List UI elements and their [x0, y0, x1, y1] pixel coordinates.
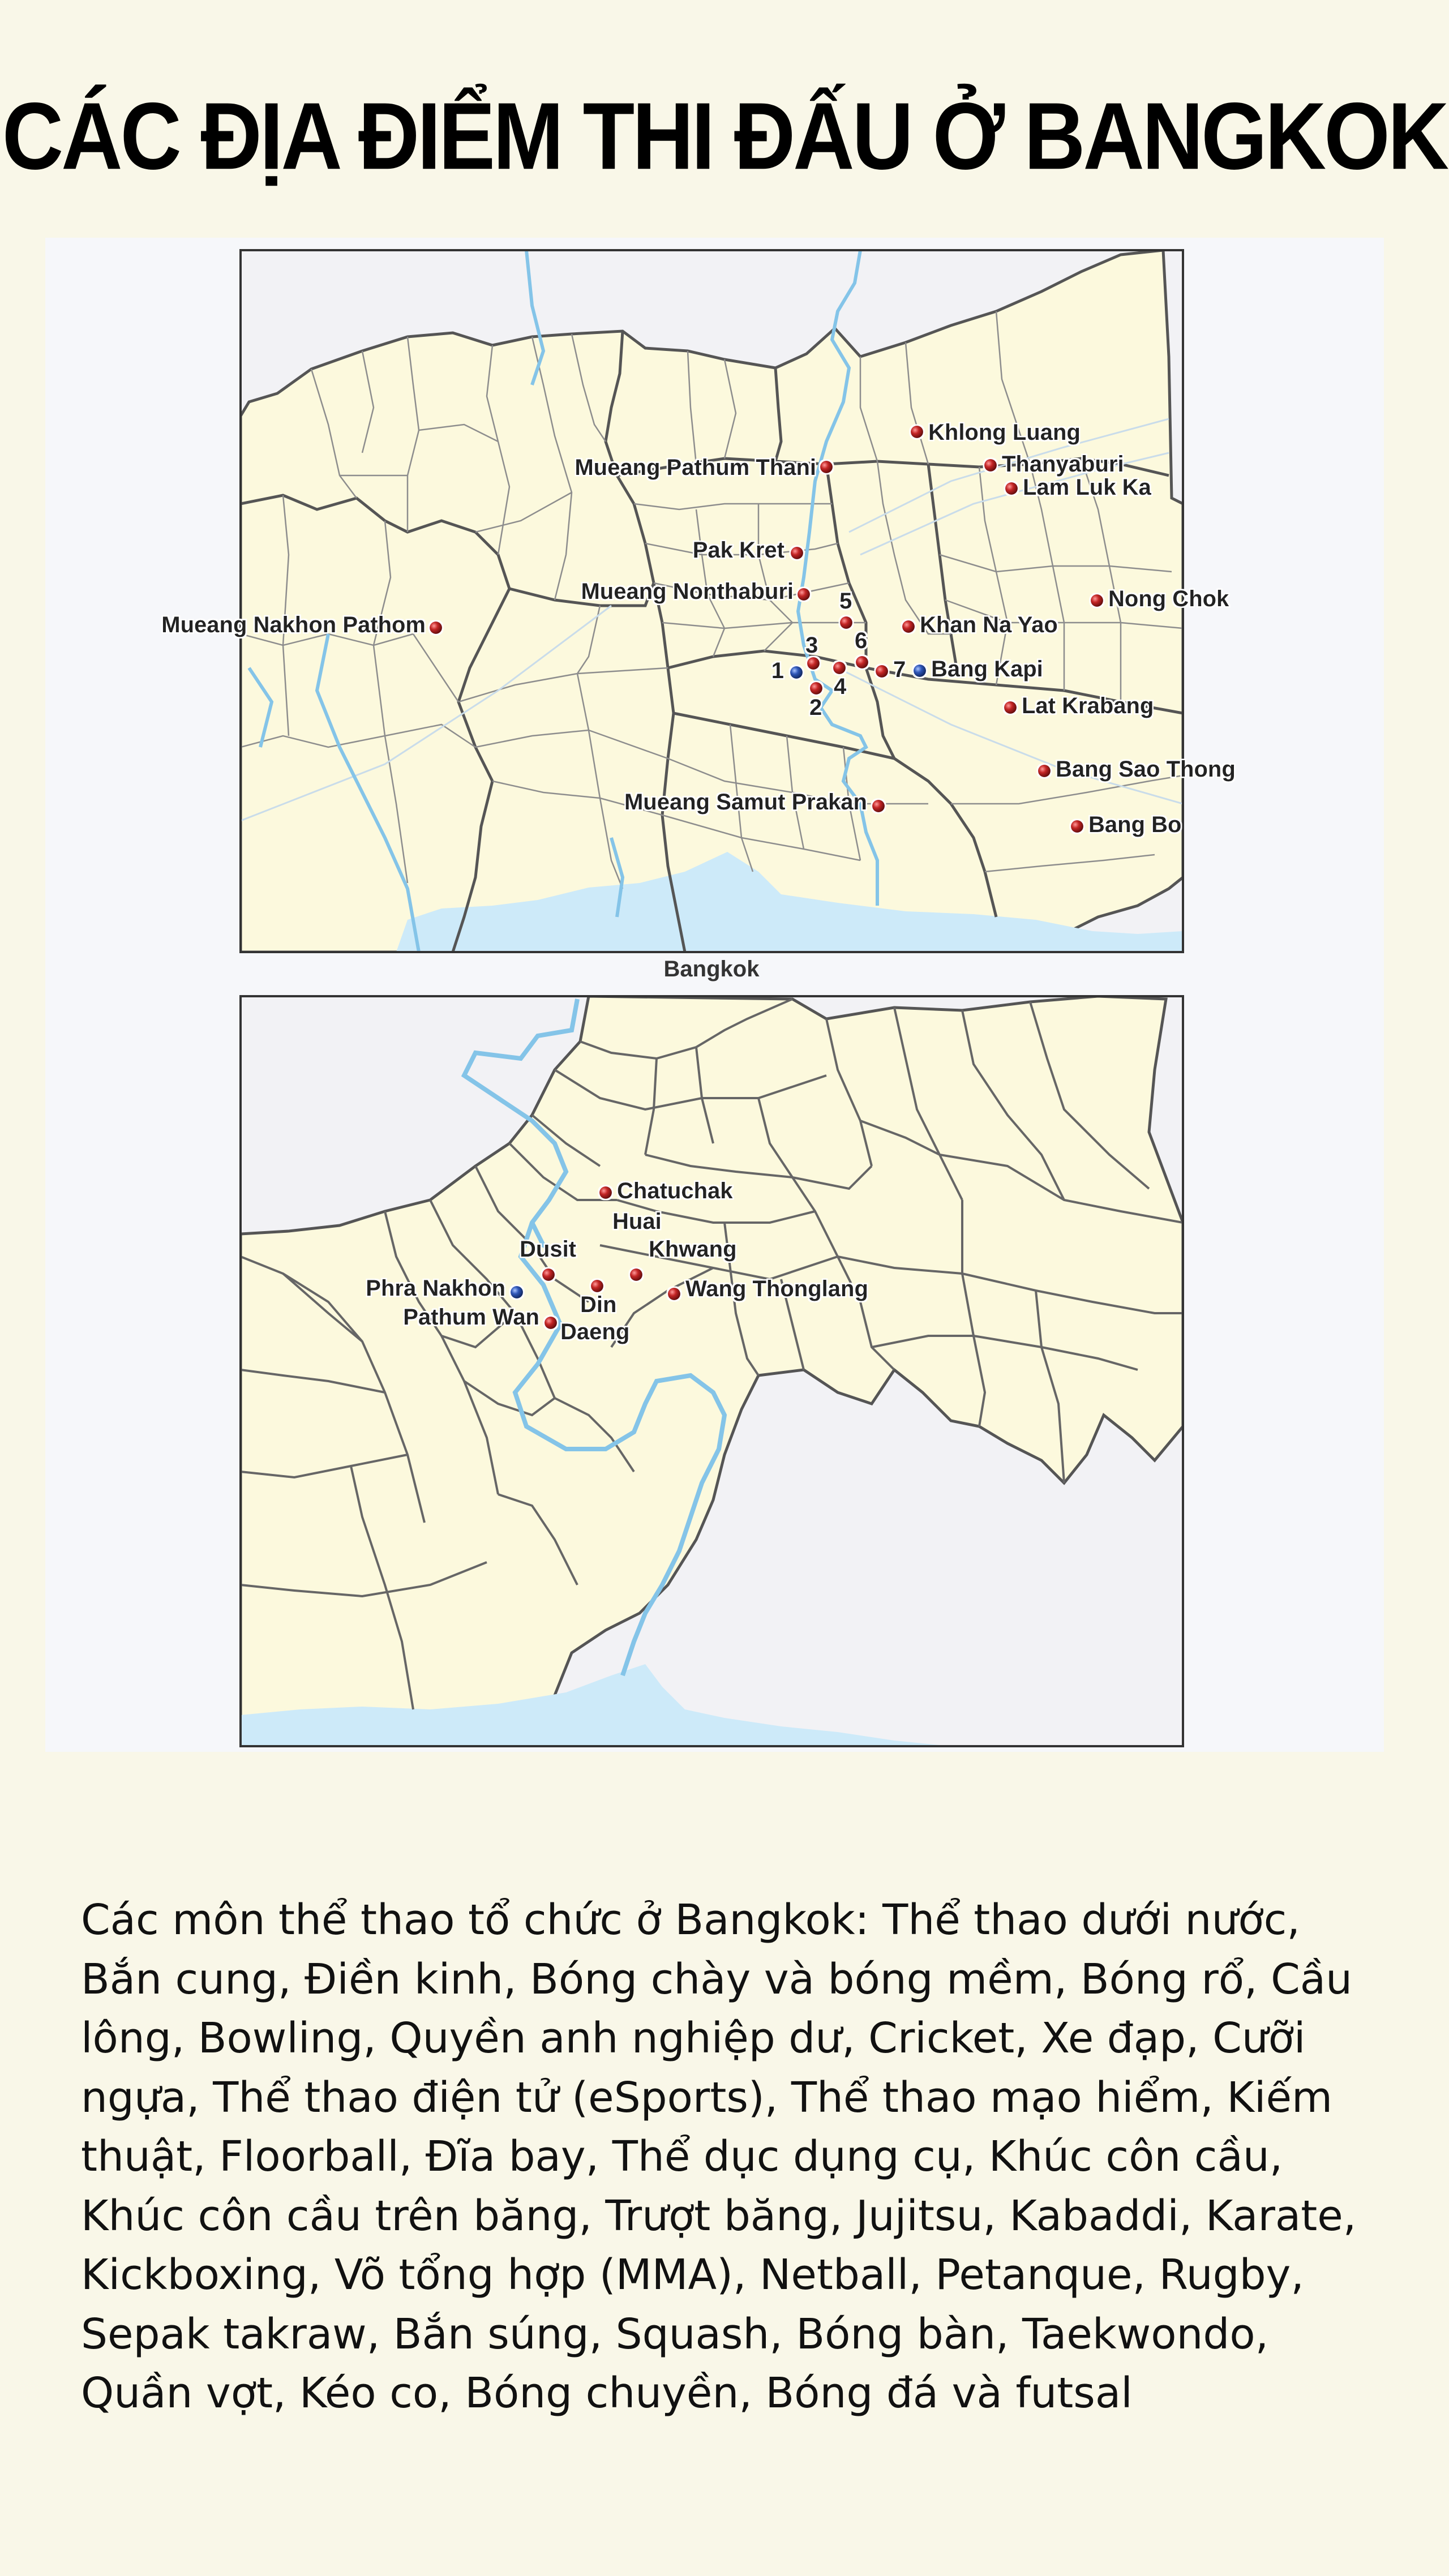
marker-mueang-pathum-thani[interactable] [820, 461, 833, 473]
venue-map-panel [45, 238, 1384, 1752]
marker-venue-2[interactable] [810, 682, 822, 695]
marker-phra-nakhon[interactable] [511, 1286, 523, 1298]
label-venue-5: 5 [839, 589, 852, 614]
label-venue-1: 1 [771, 658, 784, 683]
marker-bang-bo[interactable] [1071, 820, 1083, 833]
marker-dusit[interactable] [542, 1268, 555, 1281]
label-daeng: Daeng [560, 1319, 630, 1344]
marker-pak-kret[interactable] [791, 547, 803, 559]
label-pak-kret: Pak Kret [692, 538, 784, 563]
label-khwang: Khwang [649, 1237, 737, 1262]
label-pathum-wan: Pathum Wan [403, 1305, 539, 1330]
label-lat-krabang: Lat Krabang [1022, 693, 1154, 718]
label-mueang-samut-prakan: Mueang Samut Prakan [624, 790, 867, 815]
marker-venue-3[interactable] [807, 657, 820, 670]
marker-venue-6[interactable] [856, 656, 868, 668]
label-mueang-nakhon-pathom: Mueang Nakhon Pathom [161, 612, 426, 637]
marker-wang-thonglang[interactable] [668, 1288, 680, 1300]
label-bang-kapi: Bang Kapi [931, 657, 1043, 681]
marker-thanyaburi[interactable] [984, 459, 997, 472]
label-dusit: Dusit [520, 1237, 576, 1262]
label-lam-luk-ka: Lam Luk Ka [1023, 475, 1151, 500]
label-phra-nakhon: Phra Nakhon [366, 1276, 505, 1301]
label-bang-sao-thong: Bang Sao Thong [1056, 757, 1236, 782]
label-khan-na-yao: Khan Na Yao [920, 612, 1058, 637]
label-bang-bo: Bang Bo [1088, 812, 1182, 837]
label-huai: Huai [612, 1209, 662, 1234]
marker-khlong-luang[interactable] [911, 426, 923, 438]
label-venue-3: 3 [805, 633, 818, 658]
marker-venue-4[interactable] [833, 662, 846, 674]
marker-mueang-nonthaburi[interactable] [798, 588, 810, 601]
city-map [241, 996, 1183, 1746]
label-venue-6: 6 [855, 628, 868, 653]
label-venue-7: 7 [893, 657, 906, 682]
label-venue-2: 2 [809, 695, 822, 720]
region-map [161, 250, 1235, 952]
marker-mueang-samut-prakan[interactable] [872, 800, 885, 812]
marker-venue-7[interactable] [876, 665, 888, 678]
label-venue-4: 4 [834, 674, 847, 699]
label-khlong-luang: Khlong Luang [928, 420, 1081, 445]
sports-list-paragraph: Các môn thể thao tổ chức ở Bangkok: Thể thao dưới nước, Bắn cung, Điền kinh, Bóng chày và bóng mềm, Bóng rổ, Cầu lông, Bowling, Quyền anh nghiệp dư, Cricket, Xe đạp, Cưỡi ngựa, Thể thao điện tử (eSports), Thể thao mạo hiểm, Kiếm thuật, Floorball, Đĩa bay, Thể dục dụng cụ, Khúc côn cầu, Khúc côn cầu trên băng, Trượt băng, Jujitsu, Kabaddi, Karate, Kickboxing, Võ tổng hợp (MMA), Netball, Petanque, Rugby, Sepak takraw, Bắn súng, Squash, Bóng bàn, Taekwondo, Quần vợt, Kéo co, Bóng chuyền, Bóng đá và futsal [81, 1896, 1357, 2418]
label-mueang-nonthaburi: Mueang Nonthaburi [581, 579, 794, 604]
marker-lam-luk-ka[interactable] [1005, 482, 1018, 495]
marker-chatuchak[interactable] [599, 1186, 612, 1199]
marker-bang-sao-thong[interactable] [1038, 765, 1051, 777]
marker-venue-5[interactable] [840, 616, 852, 629]
marker-khan-na-yao[interactable] [902, 620, 915, 633]
marker-nong-chok[interactable] [1091, 594, 1103, 607]
marker-huai-khwang[interactable] [630, 1268, 642, 1281]
marker-lat-krabang[interactable] [1004, 701, 1017, 714]
label-mueang-pathum-thani: Mueang Pathum Thani [575, 455, 816, 480]
marker-bang-kapi[interactable] [914, 665, 926, 677]
label-din: Din [580, 1292, 617, 1317]
marker-pathum-wan[interactable] [545, 1317, 557, 1329]
marker-venue-1[interactable] [790, 666, 803, 679]
map-caption-bangkok: Bangkok [663, 957, 760, 981]
label-wang-thonglang: Wang Thonglang [685, 1276, 868, 1301]
marker-din-daeng[interactable] [591, 1280, 603, 1292]
marker-mueang-nakhon-pathom[interactable] [430, 622, 442, 634]
label-nong-chok: Nong Chok [1108, 586, 1229, 611]
label-thanyaburi: Thanyaburi [1002, 452, 1124, 477]
label-chatuchak: Chatuchak [617, 1178, 733, 1203]
page-title: CÁC ĐỊA ĐIỂM THI ĐẤU Ở BANGKOK [2, 82, 1447, 190]
